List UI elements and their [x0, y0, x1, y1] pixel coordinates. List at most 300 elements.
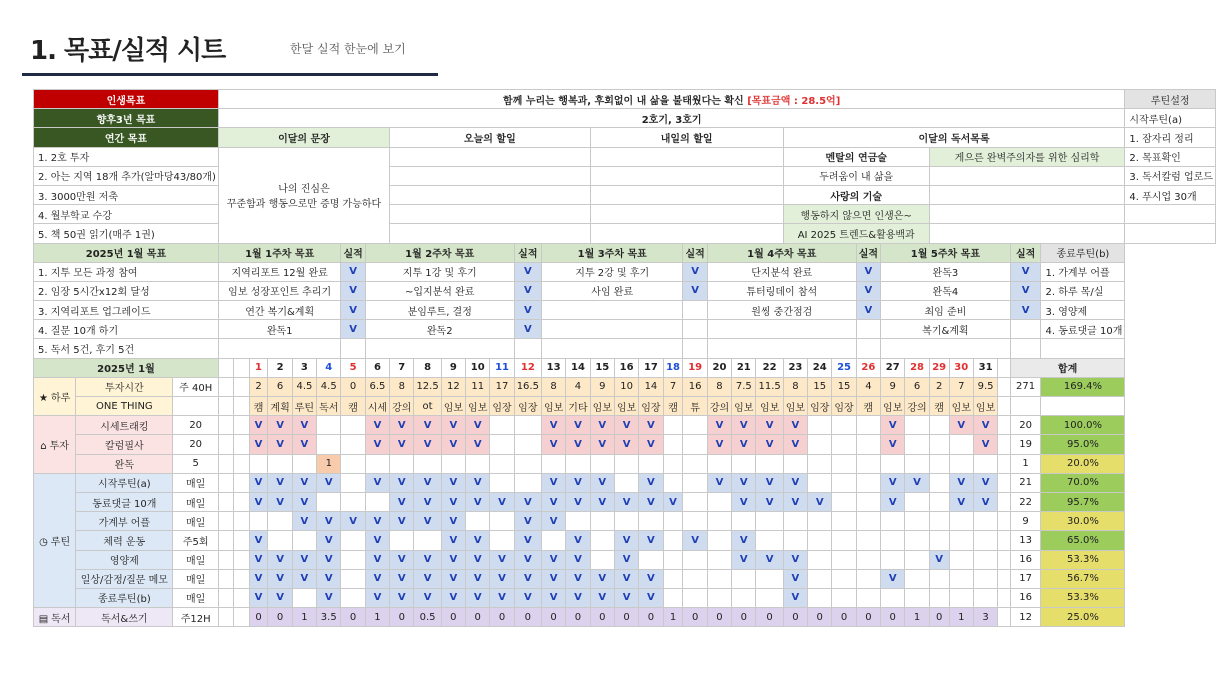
- week-goal-header[interactable]: 1월 4주차 목표: [707, 243, 856, 262]
- tracker-spacer[interactable]: [998, 454, 1010, 473]
- tracker-day-cell[interactable]: 시세: [365, 397, 389, 416]
- tracker-day-cell[interactable]: V: [365, 473, 389, 492]
- tracker-spacer[interactable]: [998, 569, 1010, 588]
- tracker-day-cell[interactable]: V: [390, 588, 414, 607]
- tracker-day-cell[interactable]: [973, 512, 997, 531]
- tracker-row-label[interactable]: 투자시간: [76, 377, 173, 396]
- tracker-day-cell[interactable]: 11.5: [756, 377, 783, 396]
- tracker-row-percent[interactable]: [1041, 397, 1125, 416]
- today-task-cell[interactable]: [390, 185, 591, 204]
- tracker-day-cell[interactable]: [365, 492, 389, 511]
- tracker-day-cell[interactable]: [683, 473, 707, 492]
- annual-goal-item[interactable]: 4. 월부학교 수강: [34, 205, 219, 224]
- tracker-day-cell[interactable]: 1: [949, 608, 973, 627]
- day-number-header[interactable]: 21: [732, 358, 756, 377]
- tracker-day-cell[interactable]: 임보: [732, 397, 756, 416]
- tracker-day-cell[interactable]: [466, 512, 490, 531]
- week-goal-item[interactable]: 완독1: [218, 320, 341, 339]
- tracker-day-cell[interactable]: [881, 588, 905, 607]
- tracker-day-cell[interactable]: V: [390, 569, 414, 588]
- tracker-row-target[interactable]: 20: [173, 416, 218, 435]
- tracker-spacer[interactable]: [234, 377, 249, 396]
- tracker-day-cell[interactable]: [268, 454, 292, 473]
- tracker-day-cell[interactable]: [905, 531, 929, 550]
- day-number-header[interactable]: 16: [614, 358, 638, 377]
- day-number-header[interactable]: 13: [541, 358, 565, 377]
- day-number-header[interactable]: 17: [639, 358, 663, 377]
- tracker-day-cell[interactable]: V: [756, 416, 783, 435]
- tracker-day-cell[interactable]: 0: [683, 608, 707, 627]
- today-tasks-header[interactable]: 오늘의 할일: [390, 128, 591, 147]
- tracker-day-cell[interactable]: V: [541, 569, 565, 588]
- tracker-day-cell[interactable]: V: [249, 492, 268, 511]
- week-result-header[interactable]: 실적: [514, 243, 541, 262]
- tracker-day-cell[interactable]: [973, 531, 997, 550]
- tracker-row-total[interactable]: 22: [1010, 492, 1041, 511]
- tracker-day-cell[interactable]: [905, 435, 929, 454]
- tracker-day-cell[interactable]: [514, 454, 541, 473]
- tracker-row-total[interactable]: 13: [1010, 531, 1041, 550]
- day-number-header[interactable]: 9: [441, 358, 465, 377]
- tracker-day-cell[interactable]: 강의: [707, 397, 731, 416]
- tracker-day-cell[interactable]: V: [466, 473, 490, 492]
- tracker-day-cell[interactable]: V: [490, 492, 514, 511]
- tracker-day-cell[interactable]: 15: [808, 377, 832, 396]
- tracker-day-cell[interactable]: 2: [249, 377, 268, 396]
- tracker-day-cell[interactable]: V: [783, 473, 807, 492]
- tracker-day-cell[interactable]: [683, 550, 707, 569]
- monthly-goal-item[interactable]: 3. 지역리포트 업그레이드: [34, 301, 219, 320]
- tracker-day-cell[interactable]: [490, 435, 514, 454]
- tracker-day-cell[interactable]: [756, 569, 783, 588]
- week-goal-header[interactable]: 1월 2주차 목표: [365, 243, 514, 262]
- tracker-day-cell[interactable]: [341, 454, 365, 473]
- reading-list-empty[interactable]: [929, 185, 1125, 204]
- tracker-day-cell[interactable]: 임보: [783, 397, 807, 416]
- tracker-day-cell[interactable]: V: [881, 473, 905, 492]
- tracker-day-cell[interactable]: V: [249, 588, 268, 607]
- tracker-row-label[interactable]: 동료댓글 10개: [76, 492, 173, 511]
- tracker-day-cell[interactable]: [707, 492, 731, 511]
- tracker-day-cell[interactable]: V: [614, 416, 638, 435]
- week-result-check[interactable]: V: [683, 281, 707, 300]
- tracker-day-cell[interactable]: 12: [441, 377, 465, 396]
- tracker-day-cell[interactable]: [466, 454, 490, 473]
- tracker-day-cell[interactable]: V: [590, 588, 614, 607]
- tracker-row-total[interactable]: 12: [1010, 608, 1041, 627]
- tracker-day-cell[interactable]: V: [268, 416, 292, 435]
- tracker-day-cell[interactable]: [707, 512, 731, 531]
- tracker-day-cell[interactable]: [683, 435, 707, 454]
- week-goal-item[interactable]: 최임 준비: [881, 301, 1011, 320]
- tracker-day-cell[interactable]: [683, 569, 707, 588]
- tracker-day-cell[interactable]: [949, 531, 973, 550]
- annual-goal-label[interactable]: 연간 목표: [34, 128, 219, 147]
- tracker-day-cell[interactable]: [292, 588, 316, 607]
- tracker-day-cell[interactable]: [268, 531, 292, 550]
- month-sentence[interactable]: [218, 147, 389, 243]
- life-goal-text[interactable]: [218, 90, 1125, 109]
- tracker-day-cell[interactable]: V: [414, 588, 441, 607]
- day-number-header[interactable]: 24: [808, 358, 832, 377]
- tracker-day-cell[interactable]: [683, 492, 707, 511]
- tracker-day-cell[interactable]: [929, 473, 949, 492]
- tracker-day-cell[interactable]: [881, 512, 905, 531]
- tracker-day-cell[interactable]: V: [268, 435, 292, 454]
- tracker-day-cell[interactable]: V: [292, 416, 316, 435]
- tracker-row-total[interactable]: 21: [1010, 473, 1041, 492]
- tracker-spacer[interactable]: [218, 608, 233, 627]
- week-result-check[interactable]: V: [856, 301, 880, 320]
- tracker-day-cell[interactable]: 1: [365, 608, 389, 627]
- tracker-day-cell[interactable]: V: [490, 588, 514, 607]
- tracker-day-cell[interactable]: V: [783, 550, 807, 569]
- tracker-day-cell[interactable]: 9.5: [973, 377, 997, 396]
- tracker-day-cell[interactable]: V: [783, 569, 807, 588]
- tracker-day-cell[interactable]: V: [390, 435, 414, 454]
- tracker-day-cell[interactable]: V: [541, 473, 565, 492]
- tracker-day-cell[interactable]: [490, 416, 514, 435]
- week-goal-header[interactable]: 1월 3주차 목표: [541, 243, 683, 262]
- tracker-day-cell[interactable]: 임보: [541, 397, 565, 416]
- tracker-row-target[interactable]: 매일: [173, 588, 218, 607]
- tracker-day-cell[interactable]: V: [541, 435, 565, 454]
- tracker-spacer[interactable]: [218, 492, 233, 511]
- tracker-day-cell[interactable]: 10: [614, 377, 638, 396]
- tracker-day-cell[interactable]: V: [783, 416, 807, 435]
- tracker-day-cell[interactable]: V: [514, 512, 541, 531]
- day-number-header[interactable]: 11: [490, 358, 514, 377]
- tracker-day-cell[interactable]: V: [249, 550, 268, 569]
- tracker-day-cell[interactable]: V: [614, 531, 638, 550]
- tracker-day-cell[interactable]: V: [466, 416, 490, 435]
- week-result-check[interactable]: V: [683, 262, 707, 281]
- week-result-check[interactable]: V: [341, 281, 365, 300]
- tracker-day-cell[interactable]: [614, 454, 638, 473]
- tracker-day-cell[interactable]: V: [249, 416, 268, 435]
- tracker-day-cell[interactable]: ot: [414, 397, 441, 416]
- tracker-day-cell[interactable]: [683, 454, 707, 473]
- tracker-day-cell[interactable]: V: [973, 435, 997, 454]
- tracker-day-cell[interactable]: 8: [541, 377, 565, 396]
- tracker-day-cell[interactable]: 4: [566, 377, 590, 396]
- routine-empty[interactable]: [1125, 205, 1216, 224]
- monthly-goal-item[interactable]: 2. 임장 5시간x12회 달성: [34, 281, 219, 300]
- week-result-check[interactable]: [856, 339, 880, 358]
- tracker-day-cell[interactable]: [490, 531, 514, 550]
- tracker-day-cell[interactable]: V: [566, 588, 590, 607]
- week-result-check[interactable]: V: [514, 320, 541, 339]
- tracker-day-cell[interactable]: 임보: [590, 397, 614, 416]
- tracker-spacer[interactable]: [218, 377, 233, 396]
- tracker-day-cell[interactable]: [808, 435, 832, 454]
- week-goal-header[interactable]: 1월 1주차 목표: [218, 243, 341, 262]
- tracker-day-cell[interactable]: [929, 492, 949, 511]
- tracker-day-cell[interactable]: [663, 416, 683, 435]
- annual-goal-item[interactable]: 5. 책 50권 읽기(매주 1권): [34, 224, 219, 243]
- tracker-day-cell[interactable]: 캠: [341, 397, 365, 416]
- tracker-day-cell[interactable]: [663, 588, 683, 607]
- week-goal-item[interactable]: 지투 2강 및 후기: [541, 262, 683, 281]
- tracker-row-target[interactable]: [173, 397, 218, 416]
- tracker-row-percent[interactable]: 100.0%: [1041, 416, 1125, 435]
- tracker-spacer[interactable]: [234, 454, 249, 473]
- tracker-section-label[interactable]: [34, 608, 76, 627]
- tracker-day-cell[interactable]: V: [590, 569, 614, 588]
- tracker-day-cell[interactable]: V: [732, 473, 756, 492]
- reading-list-item[interactable]: 행동하지 않으면 인생은~: [783, 205, 929, 224]
- tracker-spacer[interactable]: [218, 397, 233, 416]
- day-spacer[interactable]: [998, 358, 1010, 377]
- tracker-row-total[interactable]: 17: [1010, 569, 1041, 588]
- tracker-row-target[interactable]: 매일: [173, 473, 218, 492]
- tracker-day-cell[interactable]: 임보: [756, 397, 783, 416]
- tracker-spacer[interactable]: [234, 397, 249, 416]
- annual-goal-item[interactable]: 2. 아는 지역 18개 추가(알마당43/80개): [34, 166, 219, 185]
- week-result-check[interactable]: V: [514, 262, 541, 281]
- tracker-day-cell[interactable]: [832, 588, 856, 607]
- tracker-day-cell[interactable]: [707, 569, 731, 588]
- tracker-day-cell[interactable]: [390, 454, 414, 473]
- start-routine-item[interactable]: 1. 잠자리 정리: [1125, 128, 1216, 147]
- today-task-cell[interactable]: [390, 166, 591, 185]
- tracker-day-cell[interactable]: [514, 435, 541, 454]
- tracker-day-cell[interactable]: V: [268, 588, 292, 607]
- tracker-spacer[interactable]: [234, 416, 249, 435]
- tracker-day-cell[interactable]: V: [514, 531, 541, 550]
- week-result-check[interactable]: V: [341, 320, 365, 339]
- tracker-day-cell[interactable]: 임보: [973, 397, 997, 416]
- tracker-spacer[interactable]: [234, 531, 249, 550]
- three-year-goal-label[interactable]: 향후3년 목표: [34, 109, 219, 128]
- week-goal-item[interactable]: [541, 339, 683, 358]
- tracker-day-cell[interactable]: V: [881, 492, 905, 511]
- tracker-day-cell[interactable]: V: [365, 416, 389, 435]
- tracker-day-cell[interactable]: 캠: [249, 397, 268, 416]
- day-number-header[interactable]: 1: [249, 358, 268, 377]
- tracker-day-cell[interactable]: V: [441, 588, 465, 607]
- tracker-day-cell[interactable]: [856, 492, 880, 511]
- tracker-day-cell[interactable]: V: [541, 588, 565, 607]
- tracker-row-label[interactable]: 시작루틴(a): [76, 473, 173, 492]
- tracker-day-cell[interactable]: V: [414, 473, 441, 492]
- tracker-day-cell[interactable]: V: [973, 473, 997, 492]
- tracker-day-cell[interactable]: V: [414, 492, 441, 511]
- tracker-day-cell[interactable]: [929, 588, 949, 607]
- tracker-day-cell[interactable]: V: [590, 492, 614, 511]
- tracker-day-cell[interactable]: [249, 454, 268, 473]
- tracker-row-percent[interactable]: 169.4%: [1041, 377, 1125, 396]
- tracker-day-cell[interactable]: V: [466, 435, 490, 454]
- week-result-check[interactable]: V: [856, 281, 880, 300]
- tracker-day-cell[interactable]: [341, 531, 365, 550]
- reading-list-item[interactable]: 게으른 완벽주의자를 위한 심리학: [929, 147, 1125, 166]
- day-number-header[interactable]: 20: [707, 358, 731, 377]
- tracker-day-cell[interactable]: V: [639, 588, 663, 607]
- tracker-day-cell[interactable]: V: [639, 473, 663, 492]
- tracker-day-cell[interactable]: 1: [663, 608, 683, 627]
- tracker-day-cell[interactable]: 14: [639, 377, 663, 396]
- tracker-section-label[interactable]: [34, 416, 76, 474]
- tracker-day-cell[interactable]: V: [614, 492, 638, 511]
- week-result-check[interactable]: [341, 339, 365, 358]
- tracker-day-cell[interactable]: [249, 512, 268, 531]
- tracker-day-cell[interactable]: V: [683, 531, 707, 550]
- tracker-day-cell[interactable]: 0: [514, 608, 541, 627]
- tracker-day-cell[interactable]: 계획: [268, 397, 292, 416]
- tracker-day-cell[interactable]: 0: [929, 608, 949, 627]
- tracker-day-cell[interactable]: [856, 454, 880, 473]
- tracker-row-percent[interactable]: 65.0%: [1041, 531, 1125, 550]
- tracker-spacer[interactable]: [998, 550, 1010, 569]
- tracker-day-cell[interactable]: V: [639, 435, 663, 454]
- start-routine-item[interactable]: 2. 목표확인: [1125, 147, 1216, 166]
- end-routine-item[interactable]: 1. 가계부 어플: [1041, 262, 1125, 281]
- day-number-header[interactable]: 30: [949, 358, 973, 377]
- start-routine-header[interactable]: 시작루틴(a): [1125, 109, 1216, 128]
- tracker-day-cell[interactable]: V: [541, 416, 565, 435]
- monthly-goal-item[interactable]: 4. 질문 10개 하기: [34, 320, 219, 339]
- week-goal-item[interactable]: [707, 320, 856, 339]
- tracker-row-percent[interactable]: 53.3%: [1041, 550, 1125, 569]
- end-routine-item[interactable]: 4. 동료댓글 10개: [1041, 320, 1125, 339]
- tracker-row-total[interactable]: 9: [1010, 512, 1041, 531]
- tracker-row-percent[interactable]: 20.0%: [1041, 454, 1125, 473]
- tracker-day-cell[interactable]: [663, 473, 683, 492]
- week-result-check[interactable]: [856, 320, 880, 339]
- tracker-day-cell[interactable]: V: [466, 569, 490, 588]
- tracker-day-cell[interactable]: [756, 588, 783, 607]
- tracker-day-cell[interactable]: V: [441, 512, 465, 531]
- tracker-day-cell[interactable]: V: [441, 416, 465, 435]
- tracker-row-label[interactable]: ONE THING: [76, 397, 173, 416]
- tracker-day-cell[interactable]: 0: [783, 608, 807, 627]
- tracker-day-cell[interactable]: V: [707, 435, 731, 454]
- tracker-day-cell[interactable]: [707, 454, 731, 473]
- tracker-day-cell[interactable]: [856, 435, 880, 454]
- tracker-day-cell[interactable]: [783, 454, 807, 473]
- tracker-day-cell[interactable]: [341, 569, 365, 588]
- tracker-row-label[interactable]: 시세트래킹: [76, 416, 173, 435]
- tracker-row-target[interactable]: 주 40H: [173, 377, 218, 396]
- week-result-header[interactable]: 실적: [1010, 243, 1041, 262]
- tracker-day-cell[interactable]: [707, 588, 731, 607]
- tracker-row-percent[interactable]: 30.0%: [1041, 512, 1125, 531]
- tracker-spacer[interactable]: [234, 550, 249, 569]
- week-goal-item[interactable]: 지투 1강 및 후기: [365, 262, 514, 281]
- tracker-day-cell[interactable]: [566, 512, 590, 531]
- reading-list-item[interactable]: 사랑의 기술: [783, 185, 929, 204]
- reading-list-item[interactable]: 두려움이 내 삶을: [783, 166, 929, 185]
- tracker-day-cell[interactable]: V: [541, 512, 565, 531]
- tracker-day-cell[interactable]: [514, 473, 541, 492]
- tracker-day-cell[interactable]: [808, 531, 832, 550]
- tracker-day-cell[interactable]: 임장: [832, 397, 856, 416]
- tracker-day-cell[interactable]: 15: [832, 377, 856, 396]
- tracker-day-cell[interactable]: [541, 454, 565, 473]
- tracker-day-cell[interactable]: 0: [541, 608, 565, 627]
- tracker-day-cell[interactable]: V: [414, 435, 441, 454]
- day-number-header[interactable]: 23: [783, 358, 807, 377]
- tracker-day-cell[interactable]: V: [881, 435, 905, 454]
- tracker-row-total[interactable]: 1: [1010, 454, 1041, 473]
- tracker-day-cell[interactable]: 임장: [639, 397, 663, 416]
- tracker-day-cell[interactable]: V: [365, 588, 389, 607]
- tracker-day-cell[interactable]: V: [390, 492, 414, 511]
- tracker-day-cell[interactable]: 0: [707, 608, 731, 627]
- tracker-spacer[interactable]: [234, 435, 249, 454]
- tracker-spacer[interactable]: [998, 492, 1010, 511]
- tracker-row-label[interactable]: 완독: [76, 454, 173, 473]
- tomorrow-tasks-header[interactable]: 내일의 할일: [590, 128, 783, 147]
- annual-goal-item[interactable]: 1. 2호 투자: [34, 147, 219, 166]
- day-number-header[interactable]: 14: [566, 358, 590, 377]
- tracker-day-cell[interactable]: 캠: [929, 397, 949, 416]
- tracker-day-cell[interactable]: [783, 531, 807, 550]
- tracker-day-cell[interactable]: [832, 454, 856, 473]
- tracker-spacer[interactable]: [218, 531, 233, 550]
- tracker-day-cell[interactable]: 6.5: [365, 377, 389, 396]
- tracker-day-cell[interactable]: 0: [268, 608, 292, 627]
- tracker-day-cell[interactable]: 4: [856, 377, 880, 396]
- tracker-day-cell[interactable]: V: [268, 492, 292, 511]
- reading-list-item[interactable]: 멘탈의 연금술: [783, 147, 929, 166]
- tracker-row-total[interactable]: 271: [1010, 377, 1041, 396]
- tracker-row-target[interactable]: 주12H: [173, 608, 218, 627]
- day-number-header[interactable]: 10: [466, 358, 490, 377]
- tracker-day-cell[interactable]: [756, 512, 783, 531]
- tracker-spacer[interactable]: [998, 531, 1010, 550]
- tracker-day-cell[interactable]: V: [707, 416, 731, 435]
- tracker-day-cell[interactable]: [341, 435, 365, 454]
- tracker-day-cell[interactable]: [856, 531, 880, 550]
- tracker-row-label[interactable]: 일상/감정/질문 메모: [76, 569, 173, 588]
- tracker-day-cell[interactable]: 0: [808, 608, 832, 627]
- tracker-day-cell[interactable]: [905, 416, 929, 435]
- tracker-day-cell[interactable]: V: [365, 435, 389, 454]
- week-goal-item[interactable]: [707, 339, 856, 358]
- week-result-check[interactable]: V: [341, 262, 365, 281]
- tracker-day-cell[interactable]: V: [249, 473, 268, 492]
- tracker-section-label[interactable]: [34, 377, 76, 415]
- tracker-day-cell[interactable]: V: [292, 550, 316, 569]
- tracker-spacer[interactable]: [998, 512, 1010, 531]
- week-result-check[interactable]: [683, 301, 707, 320]
- tracker-day-cell[interactable]: 0: [639, 608, 663, 627]
- tracker-spacer[interactable]: [218, 512, 233, 531]
- tracker-day-cell[interactable]: V: [365, 569, 389, 588]
- reading-list-empty[interactable]: [929, 224, 1125, 243]
- tracker-day-cell[interactable]: [663, 550, 683, 569]
- tracker-day-cell[interactable]: 임보: [949, 397, 973, 416]
- day-number-header[interactable]: 29: [929, 358, 949, 377]
- week-result-check[interactable]: V: [1010, 262, 1041, 281]
- tracker-day-cell[interactable]: 9: [590, 377, 614, 396]
- tracker-day-cell[interactable]: V: [566, 531, 590, 550]
- tracker-day-cell[interactable]: V: [317, 473, 341, 492]
- tracker-day-cell[interactable]: 4.5: [292, 377, 316, 396]
- tracker-day-cell[interactable]: V: [639, 416, 663, 435]
- tracker-day-cell[interactable]: V: [292, 492, 316, 511]
- tracker-day-cell[interactable]: V: [949, 473, 973, 492]
- week-result-check[interactable]: V: [514, 281, 541, 300]
- week-result-check[interactable]: [683, 339, 707, 358]
- tracker-day-cell[interactable]: [856, 473, 880, 492]
- tracker-day-cell[interactable]: 8: [390, 377, 414, 396]
- tracker-row-total[interactable]: 16: [1010, 550, 1041, 569]
- tracker-day-cell[interactable]: 기타: [566, 397, 590, 416]
- week-goal-item[interactable]: 분임루트, 결정: [365, 301, 514, 320]
